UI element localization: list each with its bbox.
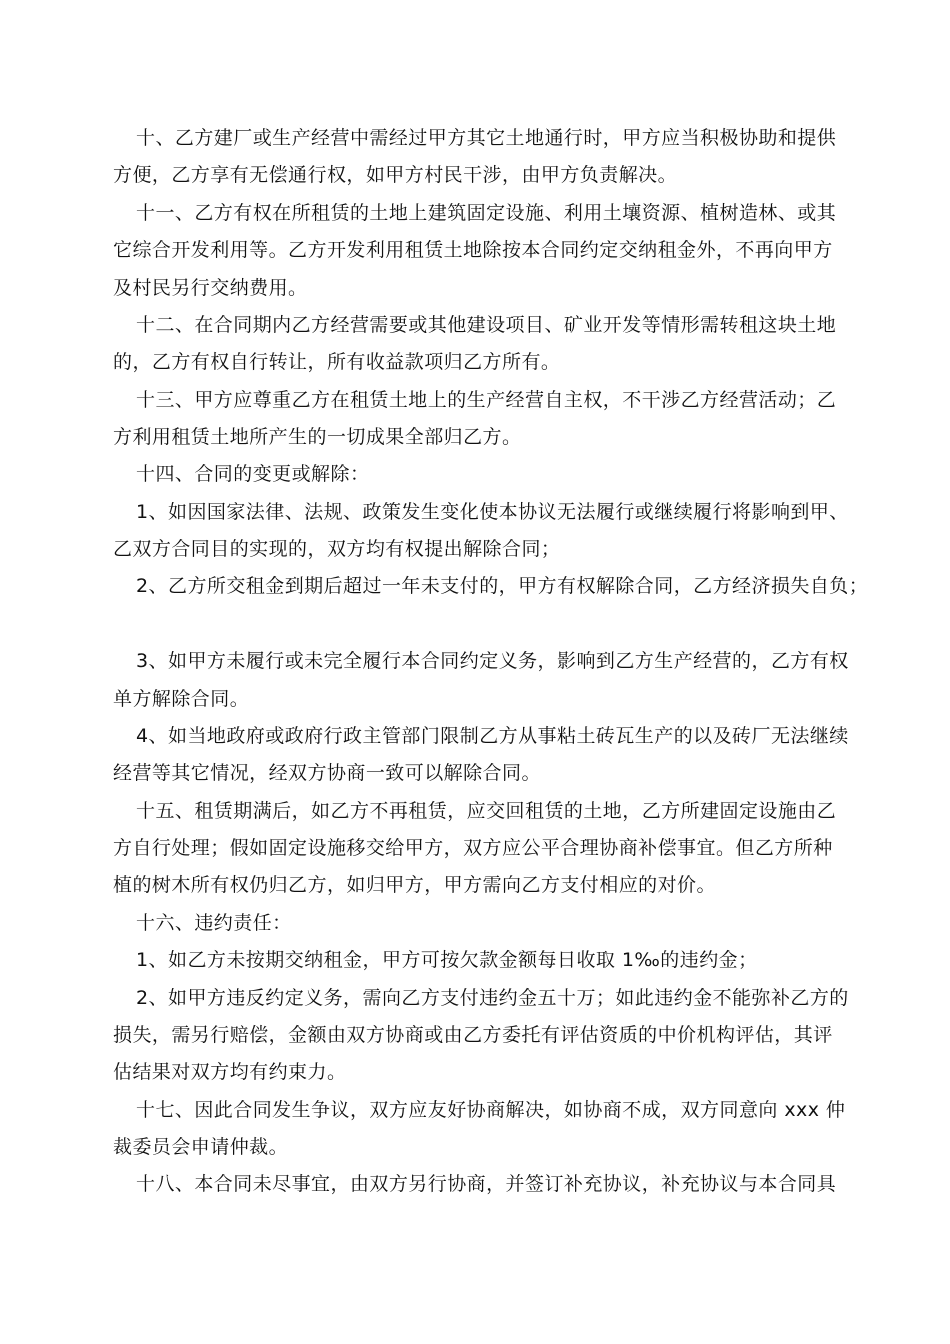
text-line: 2、如甲方违反约定义务，需向乙方支付违约金五十万；如此违约金不能弥补乙方的: [136, 987, 849, 1009]
text-line: 十八、本合同未尽事宜，由双方另行协商，并签订补充协议，补充协议与本合同具: [136, 1173, 837, 1195]
text-line: 方自行处理；假如固定设施移交给甲方，双方应公平合理协商补偿事宜。但乙方所种: [113, 837, 833, 859]
text-line: 十六、违约责任：: [136, 912, 292, 934]
text-line: 估结果对双方均有约束力。: [113, 1061, 347, 1083]
text-line: 十二、在合同期内乙方经营需要或其他建设项目、矿业开发等情形需转租这块土地: [136, 314, 837, 336]
text-line: 方便，乙方享有无偿通行权，如甲方村民干涉，由甲方负责解决。: [113, 164, 678, 186]
text-line: 3、如甲方未履行或未完全履行本合同约定义务，影响到乙方生产经营的，乙方有权: [136, 650, 849, 672]
text-line: 乙双方合同目的实现的，双方均有权提出解除合同；: [113, 538, 561, 560]
text-line: 方利用租赁土地所产生的一切成果全部归乙方。: [113, 426, 522, 448]
text-line: 它综合开发利用等。乙方开发利用租赁土地除按本合同约定交纳租金外，不再向甲方: [113, 239, 833, 261]
text-line: 十四、合同的变更或解除：: [136, 463, 370, 485]
text-line: 单方解除合同。: [113, 688, 250, 710]
text-line: 1、如因国家法律、法规、政策发生变化使本协议无法履行或继续履行将影响到甲、: [136, 501, 849, 523]
text-line: 十七、因此合同发生争议，双方应友好协商解决，如协商不成，双方同意向 xxx 仲: [136, 1099, 846, 1121]
text-line: 经营等其它情况，经双方协商一致可以解除合同。: [113, 762, 541, 784]
text-line: 1、如乙方未按期交纳租金，甲方可按欠款金额每日收取 1‰的违约金；: [136, 949, 758, 971]
text-line: 十三、甲方应尊重乙方在租赁土地上的生产经营自主权，不干涉乙方经营活动；乙: [136, 389, 837, 411]
text-line: 十、乙方建厂或生产经营中需经过甲方其它土地通行时，甲方应当积极协助和提供: [136, 127, 837, 149]
text-line: 十五、租赁期满后，如乙方不再租赁，应交回租赁的土地，乙方所建固定设施由乙: [136, 800, 837, 822]
text-line: 植的树木所有权仍归乙方，如归甲方，甲方需向乙方支付相应的对价。: [113, 874, 716, 896]
text-line: 4、如当地政府或政府行政主管部门限制乙方从事粘土砖瓦生产的以及砖厂无法继续: [136, 725, 849, 747]
text-line: 十一、乙方有权在所租赁的土地上建筑固定设施、利用土壤资源、植树造林、或其: [136, 202, 837, 224]
text-line: 的，乙方有权自行转让，所有收益款项归乙方所有。: [113, 351, 561, 373]
text-line: 损失，需另行赔偿，金额由双方协商或由乙方委托有评估资质的中价机构评估，其评: [113, 1024, 833, 1046]
text-line: 裁委员会申请仲裁。: [113, 1136, 289, 1158]
text-line: 及村民另行交纳费用。: [113, 277, 308, 299]
text-line: 2、乙方所交租金到期后超过一年未支付的，甲方有权解除合同，乙方经济损失自负；: [136, 575, 869, 597]
